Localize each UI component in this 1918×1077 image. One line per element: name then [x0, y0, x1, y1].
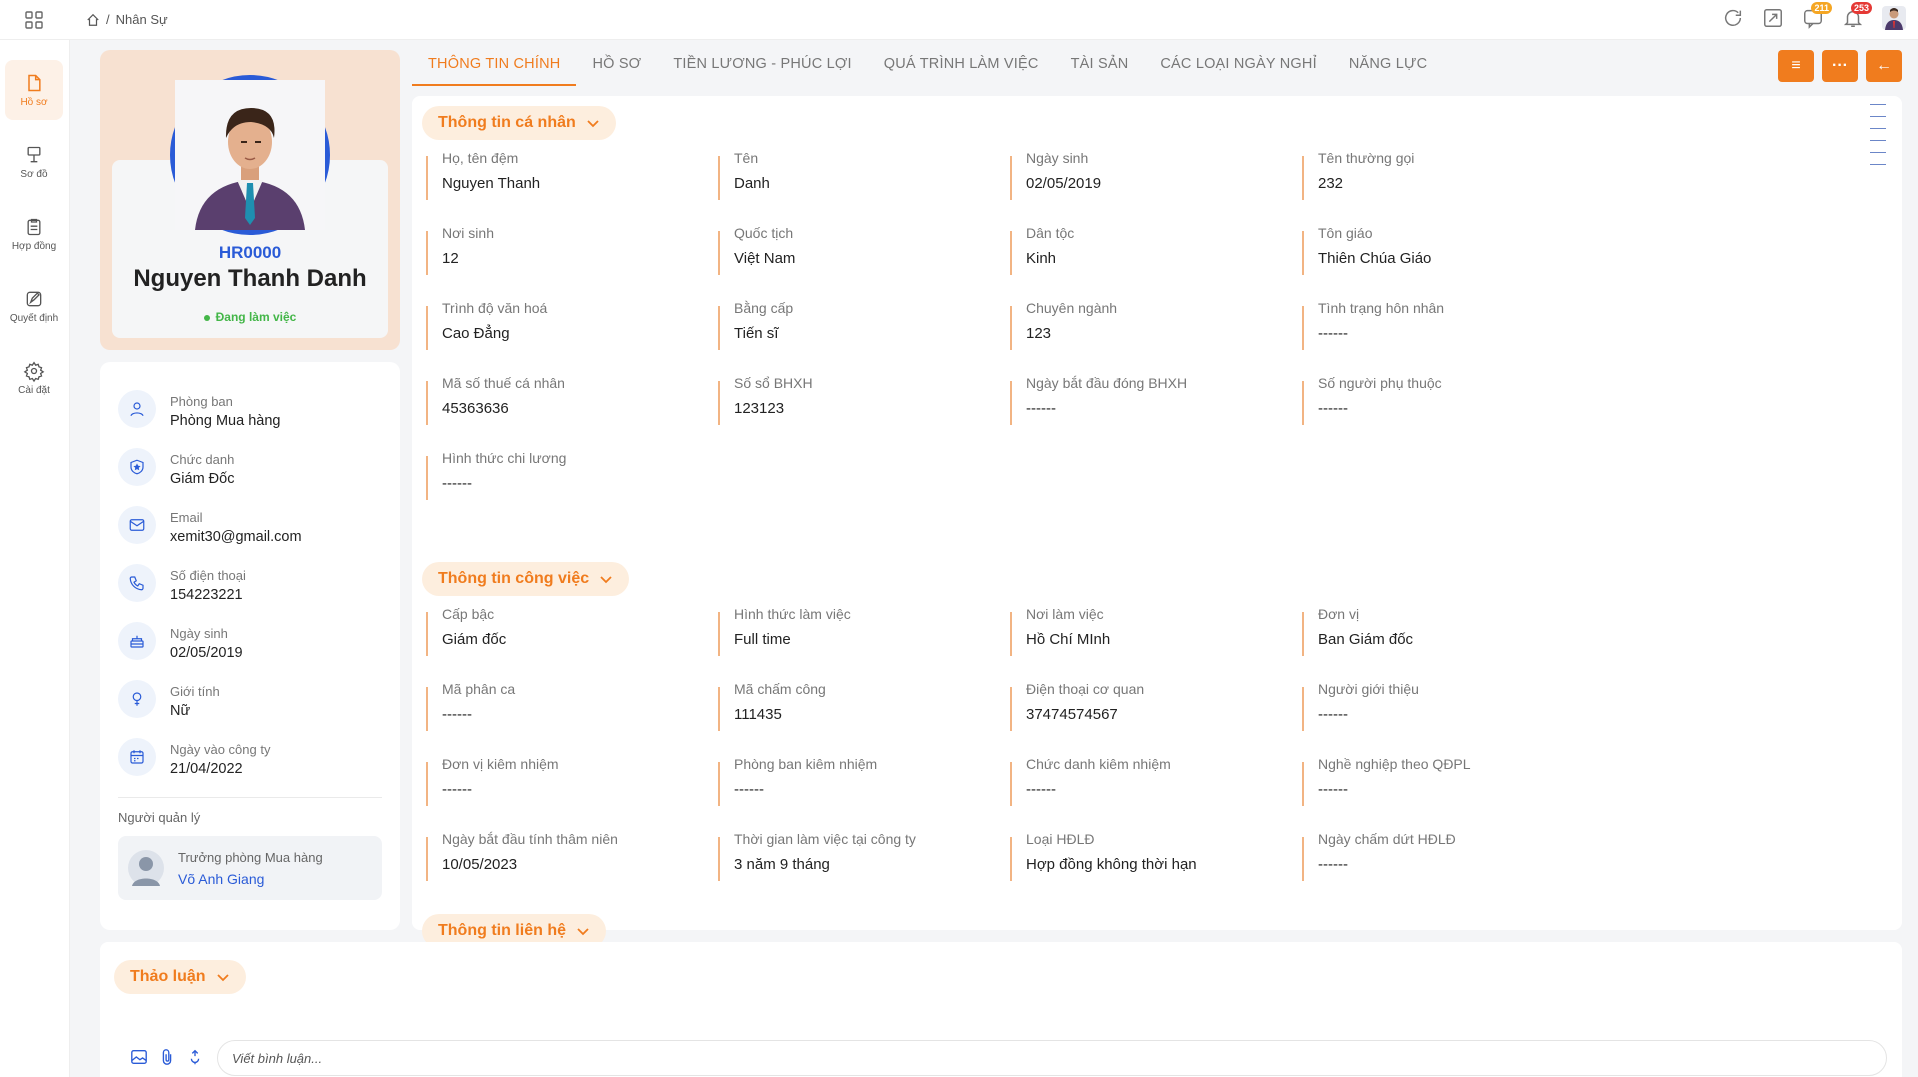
info-label: Chức danh [170, 452, 235, 467]
tab-ngay-nghi[interactable]: CÁC LOẠI NGÀY NGHỈ [1160, 56, 1317, 72]
info-field [426, 450, 676, 500]
section-work-toggle[interactable] [422, 562, 629, 596]
clipboard-icon [24, 217, 44, 237]
user-icon [118, 390, 156, 428]
section-title: Thông tin liên hệ [438, 922, 566, 939]
sidebar-item-ho-so[interactable] [5, 60, 63, 120]
phone-icon [118, 564, 156, 602]
user-avatar[interactable] [1882, 6, 1906, 30]
field-label: Chức danh kiêm nhiệm [1026, 756, 1171, 772]
mention-icon[interactable] [186, 1048, 204, 1066]
fullscreen-icon[interactable] [1762, 7, 1784, 29]
info-field [1010, 225, 1260, 275]
field-value: Cao Đẳng [442, 325, 510, 342]
sidebar-item-label: Quyết định [9, 312, 59, 324]
gear-icon [24, 361, 44, 381]
field-label: Loại HĐLĐ [1026, 831, 1095, 847]
top-bar [0, 0, 1918, 40]
info-field [718, 300, 968, 350]
info-field [1010, 681, 1260, 731]
tab-ho-so[interactable]: HỒ SƠ [592, 56, 642, 72]
manager-section-title: Người quản lý [118, 810, 201, 825]
field-value: ------ [1318, 781, 1348, 798]
field-value: 123 [1026, 325, 1052, 342]
info-label: Phòng ban [170, 394, 233, 409]
field-label: Trình độ văn hoá [442, 300, 548, 316]
manager-card[interactable] [118, 836, 382, 900]
status-badge [100, 310, 400, 324]
refresh-icon[interactable] [1722, 7, 1744, 29]
info-field [426, 831, 676, 881]
info-join-date [118, 738, 270, 777]
field-label: Số sổ BHXH [734, 375, 813, 391]
info-label: Ngày vào công ty [170, 742, 271, 757]
user-avatar-icon [1882, 6, 1906, 30]
info-field [1010, 756, 1260, 806]
info-field [426, 225, 676, 275]
info-field [1010, 150, 1260, 200]
info-field [1302, 606, 1552, 656]
apps-grid-icon[interactable] [24, 10, 44, 30]
field-value: 111435 [734, 706, 782, 723]
section-title: Thảo luận [130, 968, 206, 985]
info-label: Giới tính [170, 684, 220, 699]
field-label: Tên thường gọi [1318, 150, 1415, 166]
outline-scroll-indicator[interactable] [1870, 104, 1886, 176]
info-field [426, 681, 676, 731]
menu-button[interactable]: ≡ [1778, 50, 1814, 82]
field-label: Cấp bậc [442, 606, 495, 622]
field-label: Mã phân ca [442, 681, 516, 697]
field-label: Số người phụ thuộc [1318, 375, 1442, 391]
info-value: 21/04/2022 [170, 761, 243, 777]
field-label: Phòng ban kiêm nhiệm [734, 756, 878, 772]
section-title: Thông tin công việc [438, 570, 590, 587]
field-label: Mã chấm công [734, 681, 826, 697]
field-value: ------ [1318, 706, 1348, 723]
chevron-down-icon [576, 924, 590, 938]
manager-role: Trưởng phòng Mua hàng [178, 850, 323, 865]
info-field [718, 150, 968, 200]
field-label: Ngày bắt đầu đóng BHXH [1026, 375, 1188, 391]
chevron-down-icon [586, 116, 600, 130]
chat-badge: 211 [1811, 2, 1832, 14]
field-value: ------ [1318, 325, 1348, 342]
info-field [1302, 225, 1552, 275]
document-icon [24, 73, 44, 93]
field-value: Ban Giám đốc [1318, 631, 1414, 648]
info-label: Ngày sinh [170, 626, 228, 641]
field-label: Bằng cấp [734, 300, 794, 316]
tab-nang-luc[interactable]: NĂNG LỰC [1348, 56, 1428, 72]
field-value: Giám đốc [442, 631, 507, 648]
info-value: 02/05/2019 [170, 645, 243, 661]
breadcrumb [86, 12, 168, 27]
sidebar-item-quyet-dinh[interactable] [5, 276, 63, 336]
employee-code: HR0000 [218, 243, 282, 262]
home-icon[interactable] [86, 13, 100, 27]
info-field [718, 375, 968, 425]
image-icon[interactable] [130, 1048, 148, 1066]
field-value: ------ [442, 475, 472, 492]
field-value: ------ [734, 781, 764, 798]
person-portrait-icon [175, 80, 325, 230]
info-value: Nữ [170, 703, 191, 719]
field-value: ------ [1318, 856, 1348, 873]
field-label: Chuyên ngành [1026, 300, 1118, 316]
info-title [118, 448, 234, 487]
field-label: Nơi sinh [442, 225, 494, 241]
field-label: Tôn giáo [1318, 225, 1373, 241]
section-title: Thông tin cá nhân [438, 114, 576, 131]
comment-tools [130, 1048, 204, 1066]
field-label: Ngày sinh [1026, 150, 1089, 166]
field-label: Ngày chấm dứt HĐLĐ [1318, 831, 1456, 847]
sidebar-item-label: Sơ đồ [20, 168, 48, 180]
field-value: 10/05/2023 [442, 856, 518, 873]
field-value: Full time [734, 631, 791, 648]
sidebar-item-hop-dong[interactable] [5, 204, 63, 264]
field-label: Đơn vị kiêm nhiệm [442, 756, 559, 772]
edit-doc-icon [24, 289, 44, 309]
info-label: Số điện thoại [170, 568, 246, 583]
manager-avatar [128, 850, 164, 886]
field-label: Quốc tịch [734, 225, 794, 241]
info-field [426, 150, 676, 200]
info-field [426, 606, 676, 656]
field-value: ------ [442, 781, 472, 798]
field-value: Việt Nam [734, 250, 796, 267]
info-field [718, 225, 968, 275]
tab-qua-trinh-lam-viec[interactable]: QUÁ TRÌNH LÀM VIỆC [883, 56, 1039, 72]
info-value: Phòng Mua hàng [170, 413, 281, 429]
info-department [118, 390, 280, 429]
manager-name-link[interactable]: Võ Anh Giang [178, 871, 265, 887]
info-field [1010, 831, 1260, 881]
field-value: 45363636 [442, 400, 509, 417]
section-discussion-toggle[interactable] [114, 960, 246, 994]
breadcrumb-separator: / [106, 12, 110, 27]
shield-icon [118, 448, 156, 486]
comment-input[interactable]: Viết bình luận... [217, 1040, 1887, 1076]
attachment-icon[interactable] [158, 1048, 176, 1066]
info-value: Giám Đốc [170, 471, 235, 487]
field-label: Người giới thiệu [1318, 681, 1419, 697]
field-label: Đơn vị [1318, 606, 1360, 622]
breadcrumb-current[interactable]: Nhân Sự [115, 12, 168, 27]
field-value: 02/05/2019 [1026, 175, 1102, 192]
field-label: Hình thức chi lương [442, 450, 567, 466]
tab-tien-luong[interactable]: TIỀN LƯƠNG - PHÚC LỢI [673, 56, 852, 72]
divider [118, 797, 382, 798]
info-field [426, 756, 676, 806]
field-label: Thời gian làm việc tại công ty [734, 831, 916, 847]
field-value: Nguyen Thanh [442, 175, 541, 192]
chevron-down-icon [599, 572, 613, 586]
field-label: Nơi làm việc [1026, 606, 1104, 622]
notification-button[interactable] [1842, 3, 1869, 29]
field-value: ------ [442, 706, 472, 723]
info-field [426, 300, 676, 350]
employee-info-card [100, 362, 400, 930]
field-value: Tiến sĩ [734, 325, 779, 342]
info-field [1302, 150, 1552, 200]
top-actions [1722, 3, 1906, 30]
tab-tai-san[interactable]: TÀI SẢN [1070, 56, 1129, 72]
field-label: Nghề nghiệp theo QĐPL [1318, 756, 1471, 772]
status-dot [204, 315, 210, 321]
status-text: Đang làm việc [215, 310, 297, 324]
cake-icon [118, 622, 156, 660]
field-value: Hợp đồng không thời hạn [1026, 856, 1197, 873]
info-field [1010, 375, 1260, 425]
info-gender [118, 680, 220, 719]
field-value: 12 [442, 250, 459, 267]
field-value: Danh [734, 175, 770, 192]
notification-badge: 253 [1851, 2, 1872, 14]
info-field [1302, 300, 1552, 350]
info-field [718, 681, 968, 731]
back-button[interactable]: ← [1866, 50, 1902, 82]
info-field [426, 375, 676, 425]
info-field [1010, 606, 1260, 656]
sidebar-item-label: Cài đặt [18, 384, 50, 396]
info-email [118, 506, 302, 545]
info-field [718, 831, 968, 881]
field-value: 232 [1318, 175, 1344, 192]
org-chart-icon [24, 145, 44, 165]
field-label: Tên [734, 150, 759, 166]
field-value: ------ [1026, 400, 1056, 417]
info-field [1302, 375, 1552, 425]
tab-thong-tin-chinh[interactable]: THÔNG TIN CHÍNH [412, 44, 576, 86]
info-field [718, 756, 968, 806]
section-personal-toggle[interactable] [422, 106, 616, 140]
info-field [1302, 681, 1552, 731]
field-value: Thiên Chúa Giáo [1318, 250, 1432, 267]
sidebar-item-label: Hồ sơ [20, 96, 48, 108]
field-label: Họ, tên đệm [442, 150, 519, 166]
field-value: 3 năm 9 tháng [734, 856, 830, 873]
field-value: Hồ Chí MInh [1026, 631, 1111, 648]
sidebar-item-cai-dat[interactable] [5, 348, 63, 408]
calendar-icon [118, 738, 156, 776]
sidebar-item-label: Hợp đồng [11, 240, 57, 252]
field-value: 123123 [734, 400, 785, 417]
field-value: ------ [1318, 400, 1348, 417]
profile-card [100, 50, 400, 350]
main-panel [412, 96, 1902, 939]
field-value: 37474574567 [1026, 706, 1118, 723]
field-value: Kinh [1026, 250, 1057, 267]
field-label: Mã số thuế cá nhân [442, 375, 565, 391]
more-button[interactable]: ··· [1822, 50, 1858, 82]
info-field [1302, 756, 1552, 806]
sidebar-item-so-do[interactable] [5, 132, 63, 192]
chevron-down-icon [216, 970, 230, 984]
field-label: Dân tộc [1026, 225, 1075, 241]
chat-button[interactable] [1802, 3, 1829, 29]
info-label: Email [170, 510, 203, 525]
mail-icon [118, 506, 156, 544]
female-icon [118, 680, 156, 718]
employee-name: Nguyen Thanh Danh [133, 265, 367, 292]
field-label: Tình trạng hôn nhân [1318, 300, 1445, 316]
field-value: ------ [1026, 781, 1056, 798]
info-value[interactable]: xemit30@gmail.com [170, 529, 302, 545]
field-label: Điện thoại cơ quan [1026, 681, 1145, 697]
field-label: Hình thức làm việc [734, 606, 851, 622]
profile-avatar[interactable] [170, 75, 330, 235]
person-placeholder-icon [128, 850, 164, 886]
info-birthday [118, 622, 243, 661]
info-field [718, 606, 968, 656]
left-sidebar [0, 40, 70, 1077]
info-phone [118, 564, 246, 603]
info-value[interactable]: 154223221 [170, 587, 243, 603]
discussion-panel [100, 942, 1902, 1077]
info-field [1010, 300, 1260, 350]
field-label: Ngày bắt đầu tính thâm niên [442, 831, 618, 847]
info-field [1302, 831, 1552, 881]
tab-actions [1778, 50, 1902, 82]
tab-bar [412, 44, 1443, 86]
